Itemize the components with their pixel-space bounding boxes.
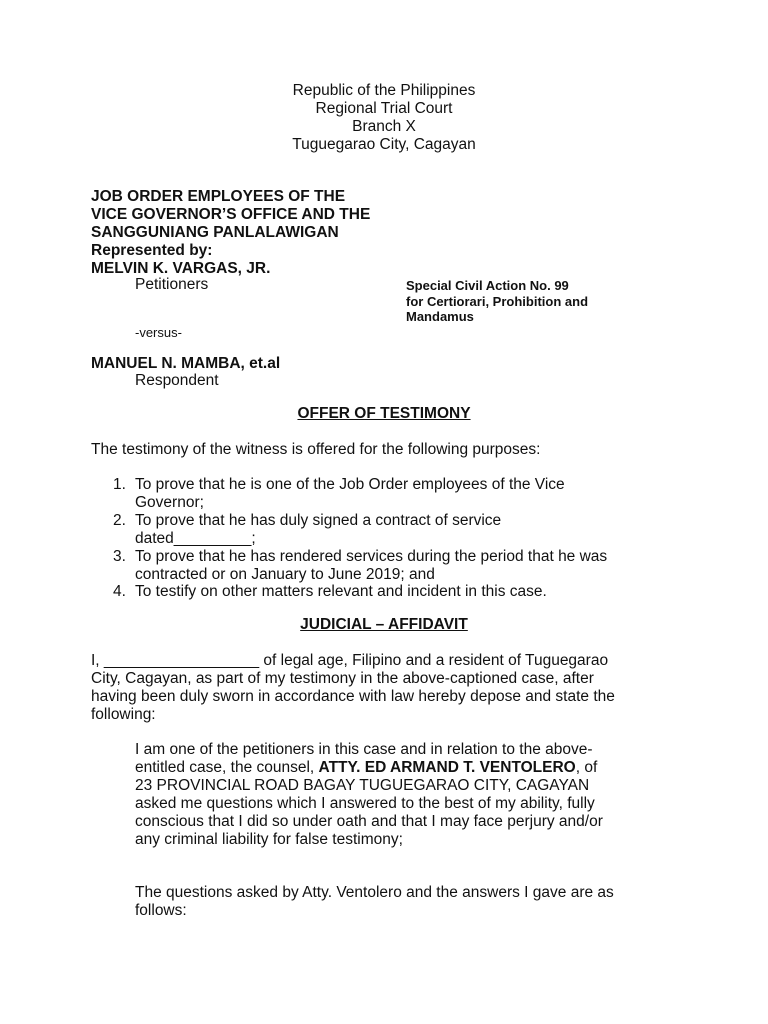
para1-line-5: conscious that I did so under oath and that I may face perjury and/or: [135, 813, 603, 830]
versus-label: -versus-: [135, 325, 182, 340]
para1-line-4: asked me questions which I answered to the best of my ability, fully: [135, 795, 595, 812]
petitioners-role: Petitioners: [135, 276, 209, 293]
list-item-number: 3.: [113, 548, 126, 565]
respondent-name: MANUEL N. MAMBA, et.al: [91, 355, 281, 372]
court-header-city: Tuguegarao City, Cagayan: [292, 136, 476, 153]
list-item-text: To prove that he is one of the Job Order employees of the Vice: [135, 476, 565, 493]
para1-line-6: any criminal liability for false testimony;: [135, 831, 403, 848]
list-item-number: 4.: [113, 583, 126, 600]
list-item-text: To testify on other matters relevant and incident in this case.: [135, 583, 547, 600]
counsel-name: ATTY. ED ARMAND T. VENTOLERO: [318, 759, 576, 776]
list-item-number: 2.: [113, 512, 126, 529]
list-item-text: dated_________;: [135, 530, 256, 547]
court-header-country: Republic of the Philippines: [292, 82, 476, 99]
affidavit-title: JUDICIAL – AFFIDAVIT: [300, 616, 468, 633]
list-item-text: Governor;: [135, 494, 204, 511]
petitioners-line-2: VICE GOVERNOR’S OFFICE AND THE: [91, 206, 371, 223]
case-type: for Certiorari, Prohibition and: [406, 294, 589, 309]
representative-name: MELVIN K. VARGAS, JR.: [91, 260, 271, 277]
respondent-role: Respondent: [135, 372, 219, 389]
list-item-text: contracted or on January to June 2019; and: [135, 566, 435, 583]
affidavit-intro-line-1: I, __________________ of legal age, Filipino and a resident of Tuguegarao: [91, 652, 609, 669]
para1-line-2-prefix: entitled case, the counsel,: [135, 759, 319, 776]
case-type-cont: Mandamus: [406, 309, 474, 324]
list-item-text: To prove that he has rendered services during the period that he was: [135, 548, 608, 565]
affidavit-intro-line-3: having been duly sworn in accordance with law hereby depose and state the: [91, 688, 615, 705]
para1-line-2-suffix: , of: [575, 759, 598, 776]
petitioners-line-3: SANGGUNIANG PANLALAWIGAN: [91, 224, 339, 241]
case-number: Special Civil Action No. 99: [406, 278, 569, 293]
affidavit-intro-line-4: following:: [91, 706, 156, 723]
para2-line-1: The questions asked by Atty. Ventolero and the answers I gave are as: [135, 884, 614, 901]
offer-intro: The testimony of the witness is offered for the following purposes:: [91, 441, 541, 458]
offer-title: OFFER OF TESTIMONY: [297, 405, 471, 422]
affidavit-intro-line-2: City, Cagayan, as part of my testimony in the above-captioned case, after: [91, 670, 594, 687]
petitioners-line-1: JOB ORDER EMPLOYEES OF THE: [91, 188, 346, 205]
para2-line-2: follows:: [135, 902, 187, 919]
list-item-text: To prove that he has duly signed a contract of service: [135, 512, 502, 529]
para1-line-2: [135, 759, 677, 777]
court-header-court: Regional Trial Court: [315, 100, 453, 117]
para1-line-3: 23 PROVINCIAL ROAD BAGAY TUGUEGARAO CITY, CAGAYAN: [135, 777, 590, 794]
court-header-branch: Branch X: [352, 118, 416, 135]
para1-line-1: I am one of the petitioners in this case and in relation to the above-: [135, 741, 593, 758]
represented-by: Represented by:: [91, 242, 213, 259]
list-item-number: 1.: [113, 476, 126, 493]
